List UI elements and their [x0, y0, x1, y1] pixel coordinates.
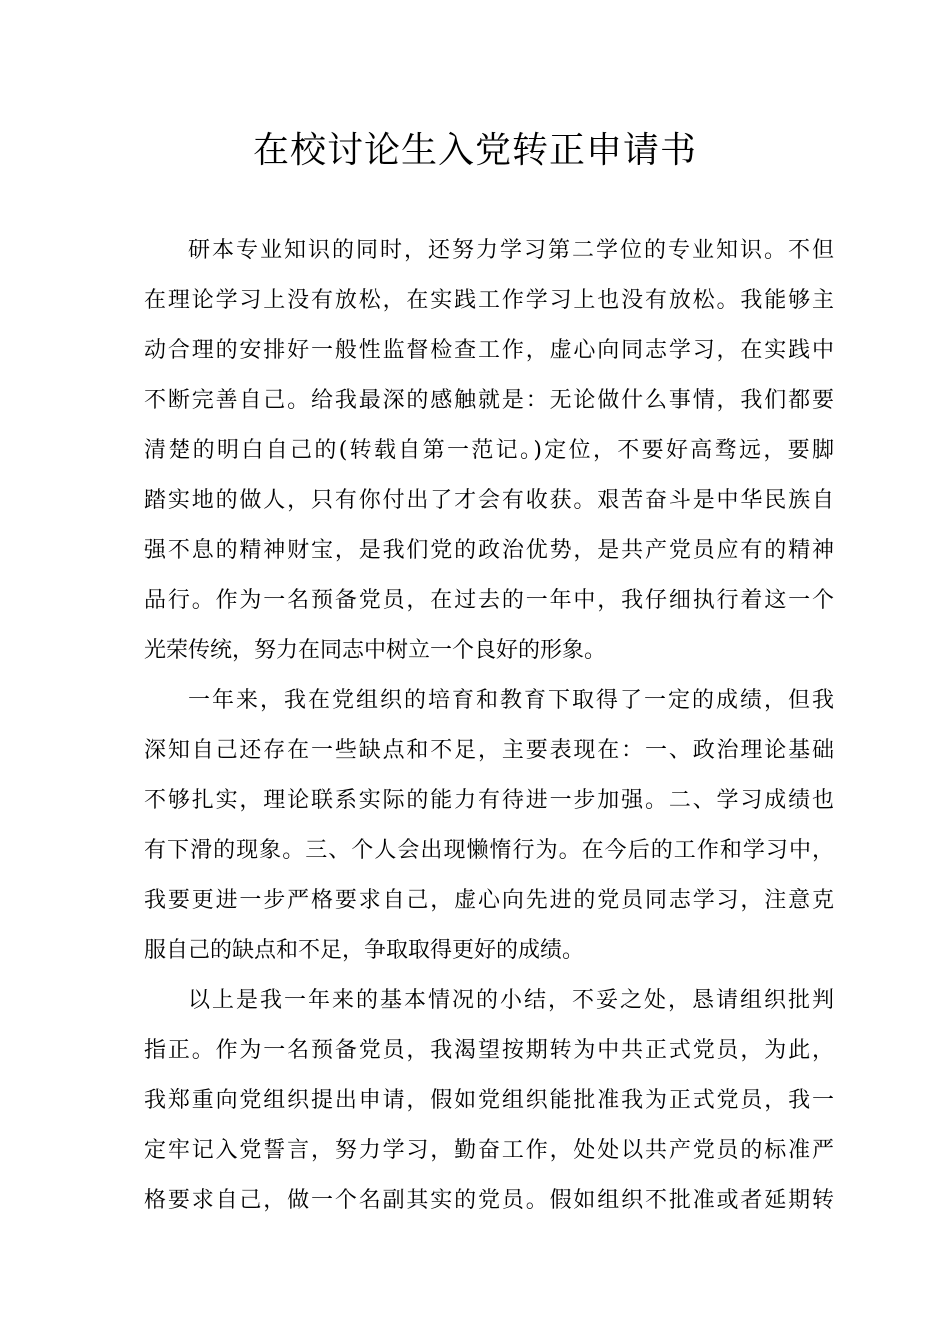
- text-line: 有下滑的现象。三、个人会出现懒惰行为。在今后的工作和学习中，: [144, 838, 834, 863]
- text-line: 以上是我一年来的基本情况的小结，不妥之处，恳请组织批判: [188, 988, 834, 1013]
- text-line: 清楚的明白自己的(转载自第一范记。)定位，不要好高骛远，要脚: [144, 438, 834, 463]
- text-line: 深知自己还存在一些缺点和不足，主要表现在：一、政治理论基础: [144, 738, 834, 763]
- text-line: 动合理的安排好一般性监督检查工作，虚心向同志学习，在实践中: [144, 338, 834, 363]
- text-line: 格要求自己，做一个名副其实的党员。假如组织不批准或者延期转: [144, 1188, 834, 1213]
- text-line: 一年来，我在党组织的培育和教育下取得了一定的成绩，但我: [188, 688, 834, 713]
- text-line: 我郑重向党组织提出申请，假如党组织能批准我为正式党员，我一: [144, 1088, 834, 1113]
- text-line: 指正。作为一名预备党员，我渴望按期转为中共正式党员，为此，: [144, 1038, 834, 1063]
- text-line: 踏实地的做人，只有你付出了才会有收获。艰苦奋斗是中华民族自: [144, 488, 834, 513]
- text-line: 品行。作为一名预备党员，在过去的一年中，我仔细执行着这一个: [144, 588, 834, 613]
- text-line: 研本专业知识的同时，还努力学习第二学位的专业知识。不但: [188, 238, 834, 263]
- text-line: 我要更进一步严格要求自己，虚心向先进的党员同志学习，注意克: [144, 888, 834, 913]
- document-body: [144, 226, 834, 1226]
- text-line: 定牢记入党誓言，努力学习，勤奋工作，处处以共产党员的标准严: [144, 1138, 834, 1163]
- text-line: 在理论学习上没有放松，在实践工作学习上也没有放松。我能够主: [144, 288, 834, 313]
- text-line: 强不息的精神财宝，是我们党的政治优势，是共产党员应有的精神: [144, 538, 834, 563]
- text-line: 不断完善自己。给我最深的感触就是：无论做什么事情，我们都要: [144, 388, 834, 413]
- text-line: 光荣传统，努力在同志中树立一个良好的形象。: [144, 638, 607, 663]
- text-line: 不够扎实，理论联系实际的能力有待进一步加强。二、学习成绩也: [144, 788, 834, 813]
- text-line: 服自己的缺点和不足，争取取得更好的成绩。: [144, 938, 585, 963]
- document-title: 在校讨论生入党转正申请书: [252, 130, 697, 171]
